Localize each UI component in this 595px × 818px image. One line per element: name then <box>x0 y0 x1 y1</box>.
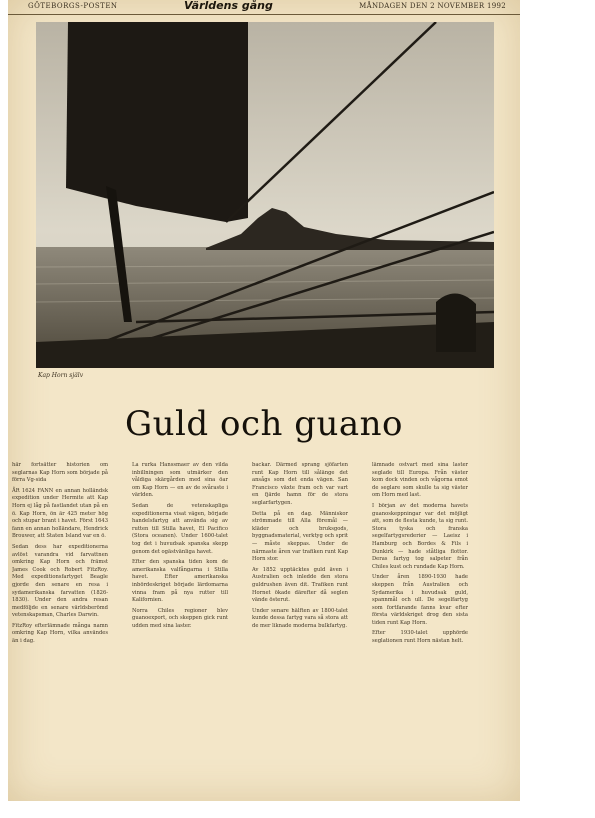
paragraph: här fortsätter historien om seglarnas Kap Horn som började på förra Vg-sida <box>12 462 108 484</box>
paragraph: I början av det moderna havets guanoskeppningar var det möjligt att, som de flesta kunde, ta sig runt. Stora tyska och franska segelfartygsrederier — Laeisz i Hamburg och Bordes & Fils i Dunkirk — hade ståtliga flottor. Deras fartyg tog salpeter från Chiles kust och rundade Kap Horn. <box>372 502 468 570</box>
article-column-4 <box>372 462 468 798</box>
paragraph: Under senare hälften av 1800-talet kunde dessa fartyg vara så stora att de mer liknade moderna bulkfartyg. <box>252 607 348 629</box>
paragraph: lämnade ostvart med sina laster seglade till Europa. Från väster kom dock vinden och vågorna emot de seglare som skulle ta sig väster om Horn med last. <box>372 462 468 499</box>
section-title: Världens gång <box>184 0 273 12</box>
paragraph: La rurka Hanssmaer av den vilda inbillningen som utmärker den våldiga skärgården med sina öar om Kap Horn — en av de svåraste i världen. <box>132 462 228 499</box>
paragraph: ÅR 1624 FANN en annan holländsk expedition under Hermite att Kap Horn ej låg på fastlandet utan på en ö. Kap Horn, ön är 425 meter hög och stupar brant i havet. Först 1643 fann en annan holländare, Hendrick Brouwer, att Staten Island var en ö. <box>12 487 108 540</box>
paragraph: backar. Därmed sprang sjöfarten runt Kap Horn till sålänge det ansågs som det enda vägen. San Francisco växte fram och var vart en fjärde hamn för de stora seglarfartygen. <box>252 462 348 506</box>
article-headline: Guld och guano <box>124 404 404 444</box>
issue-date: MÅNDAGEN DEN 2 NOVEMBER 1992 <box>359 2 506 10</box>
paragraph: Under åren 1890-1930 hade skeppen från Australien och Sydamerika i huvudsak guld, spannmål och ull. De segelfartyg som fortfarande fanns kvar efter första världskriget drog den sista tiden runt Kap Horn. <box>372 574 468 626</box>
masthead <box>8 0 520 15</box>
paper-name: GÖTEBORGS-POSTEN <box>28 2 118 10</box>
paragraph: Efter 1930-talet upphörde seglationen runt Horn nästan helt. <box>372 630 468 645</box>
newspaper-page <box>8 0 520 801</box>
article-body <box>8 462 520 798</box>
article-column-3 <box>252 462 348 798</box>
article-column-2 <box>132 462 228 798</box>
article-column-1 <box>12 462 108 798</box>
paragraph: Sedan dess har expeditionerna avlöst varandra vid farvattnen omkring Kap Horn och främst James Cook och Robert FitzRoy. Med expeditionsfartyget Beagle gjorde den senare en resa i sydamerikanska farvatten (1826-1830). Under den andra resan medföljde en senare världsberömd vetenskapsman, Charles Darwin. <box>12 543 108 619</box>
paragraph: Norra Chiles regioner blev guanoexport, och skeppen gick runt udden med sina laster. <box>132 607 228 629</box>
paragraph: Av 1852 upptäcktes guld även i Australien och inledde den stora guldrushen även dit. Trafiken runt Hornet ökade därefter då seglen vände österut. <box>252 566 348 604</box>
paragraph: Efter den spanska tiden kom de amerikanska valfångarna i Stilla havet. Efter amerikanska inbördeskriget började lärdomarna vinna fram på nya rutter till Kalifornien. <box>132 559 228 604</box>
photo-caption: Kap Horn själv <box>38 372 84 379</box>
paragraph: FitzRoy efterlämnade många namn omkring Kap Horn, vilka användes än i dag. <box>12 622 108 645</box>
paragraph: Sedan de vetenskapliga expeditionerna visat vägen, började handelsfartyg att använda sig av rutten till Stilla havet, El Pacifico (Stora oceanen). Under 1600-talet tog det i huvudsak spanska skepp genom det ogästvänliga havet. <box>132 502 228 555</box>
cape-horn-photo <box>36 22 494 368</box>
paragraph: Detta på en dag. Människor strömmade till Alla föremål — kläder och bruksgods, byggnadsmaterial, verktyg och sprit — måste skeppas. Under de närmaste åren var trafiken runt Kap Horn stor. <box>252 510 348 563</box>
